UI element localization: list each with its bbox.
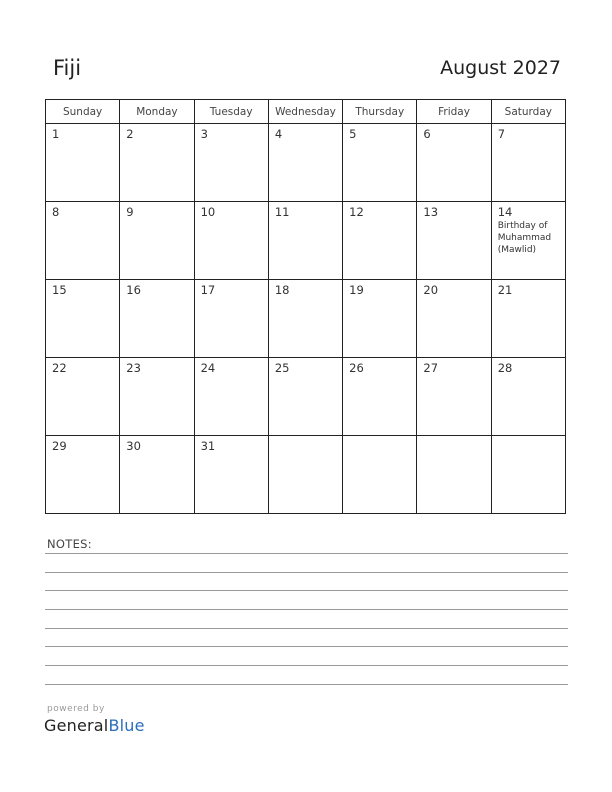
day-cell — [120, 280, 194, 358]
day-number: 20 — [423, 283, 439, 297]
weekday-sunday: Sunday — [46, 100, 120, 124]
notes-line — [45, 665, 568, 666]
day-number: 29 — [52, 439, 67, 453]
day-cell — [417, 436, 491, 514]
day-cell — [268, 358, 342, 436]
day-number: 11 — [274, 205, 290, 219]
day-cell — [46, 436, 120, 514]
notes-line — [45, 628, 568, 629]
day-cell — [46, 280, 120, 358]
notes-label: NOTES: — [47, 537, 92, 551]
day-number: 13 — [423, 205, 439, 219]
brand-logo — [44, 716, 145, 735]
notes-line — [45, 553, 568, 554]
day-cell — [194, 280, 268, 358]
day-cell — [120, 202, 194, 280]
day-cell — [120, 436, 194, 514]
day-number: 1 — [52, 127, 60, 141]
day-cell — [343, 436, 417, 514]
notes-line — [45, 646, 568, 647]
day-cell — [491, 202, 565, 280]
notes-line — [45, 590, 568, 591]
week-row — [46, 124, 566, 202]
weekday-header-row — [46, 100, 566, 124]
day-cell — [491, 436, 565, 514]
weekday-saturday: Saturday — [491, 100, 565, 124]
day-number: 7 — [497, 127, 506, 141]
day-number: 14 — [497, 205, 513, 219]
day-number: 26 — [349, 361, 364, 375]
day-number: 21 — [497, 283, 513, 297]
day-cell — [120, 358, 194, 436]
day-cell — [417, 202, 491, 280]
day-cell — [268, 436, 342, 514]
day-cell — [343, 280, 417, 358]
day-cell — [46, 202, 120, 280]
calendar-month-title: August 2027 — [440, 57, 561, 79]
day-cell — [268, 202, 342, 280]
day-number: 18 — [274, 283, 290, 297]
week-row — [46, 358, 566, 436]
holiday-event: Birthday of Muhammad (Mawlid) — [497, 221, 552, 255]
day-cell — [417, 358, 491, 436]
day-number: 23 — [126, 361, 141, 375]
day-cell — [194, 202, 268, 280]
day-number: 3 — [200, 127, 208, 141]
day-number: 8 — [52, 205, 60, 219]
day-number: 6 — [423, 127, 431, 141]
day-number: 27 — [423, 361, 439, 375]
day-cell — [343, 124, 417, 202]
weekday-tuesday: Tuesday — [194, 100, 268, 124]
calendar-grid — [45, 99, 566, 514]
day-cell — [491, 124, 565, 202]
day-cell — [194, 436, 268, 514]
weekday-friday: Friday — [417, 100, 491, 124]
day-number: 17 — [200, 283, 216, 297]
day-number: 19 — [349, 283, 364, 297]
notes-line — [45, 684, 568, 685]
day-number: 2 — [126, 127, 134, 141]
calendar-country-title: Fiji — [53, 56, 82, 80]
brand-logo-part2: Blue — [108, 716, 145, 735]
day-number: 9 — [126, 205, 134, 219]
day-cell — [417, 280, 491, 358]
day-cell — [417, 124, 491, 202]
day-cell — [268, 124, 342, 202]
day-cell — [491, 280, 565, 358]
notes-line — [45, 572, 568, 573]
day-number: 4 — [274, 127, 283, 141]
week-row — [46, 280, 566, 358]
day-number: 10 — [200, 205, 216, 219]
day-cell — [194, 124, 268, 202]
day-cell — [343, 358, 417, 436]
day-number: 24 — [200, 361, 216, 375]
week-row — [46, 202, 566, 280]
day-number: 25 — [274, 361, 290, 375]
day-number: 5 — [349, 127, 357, 141]
day-number: 16 — [126, 283, 141, 297]
day-number: 12 — [349, 205, 364, 219]
day-number: 28 — [497, 361, 513, 375]
day-number: 31 — [200, 439, 216, 453]
brand-logo-part1: General — [44, 716, 109, 735]
day-cell — [120, 124, 194, 202]
day-number: 15 — [52, 283, 67, 297]
notes-line — [45, 609, 568, 610]
day-cell — [343, 202, 417, 280]
weekday-thursday: Thursday — [343, 100, 417, 124]
weekday-monday: Monday — [120, 100, 194, 124]
weekday-wednesday: Wednesday — [268, 100, 342, 124]
day-cell — [46, 124, 120, 202]
day-cell — [194, 358, 268, 436]
day-number: 30 — [126, 439, 141, 453]
powered-by-text: powered by — [47, 704, 105, 714]
week-row — [46, 436, 566, 514]
day-number: 22 — [52, 361, 67, 375]
day-cell — [268, 280, 342, 358]
day-cell — [491, 358, 565, 436]
day-cell — [46, 358, 120, 436]
